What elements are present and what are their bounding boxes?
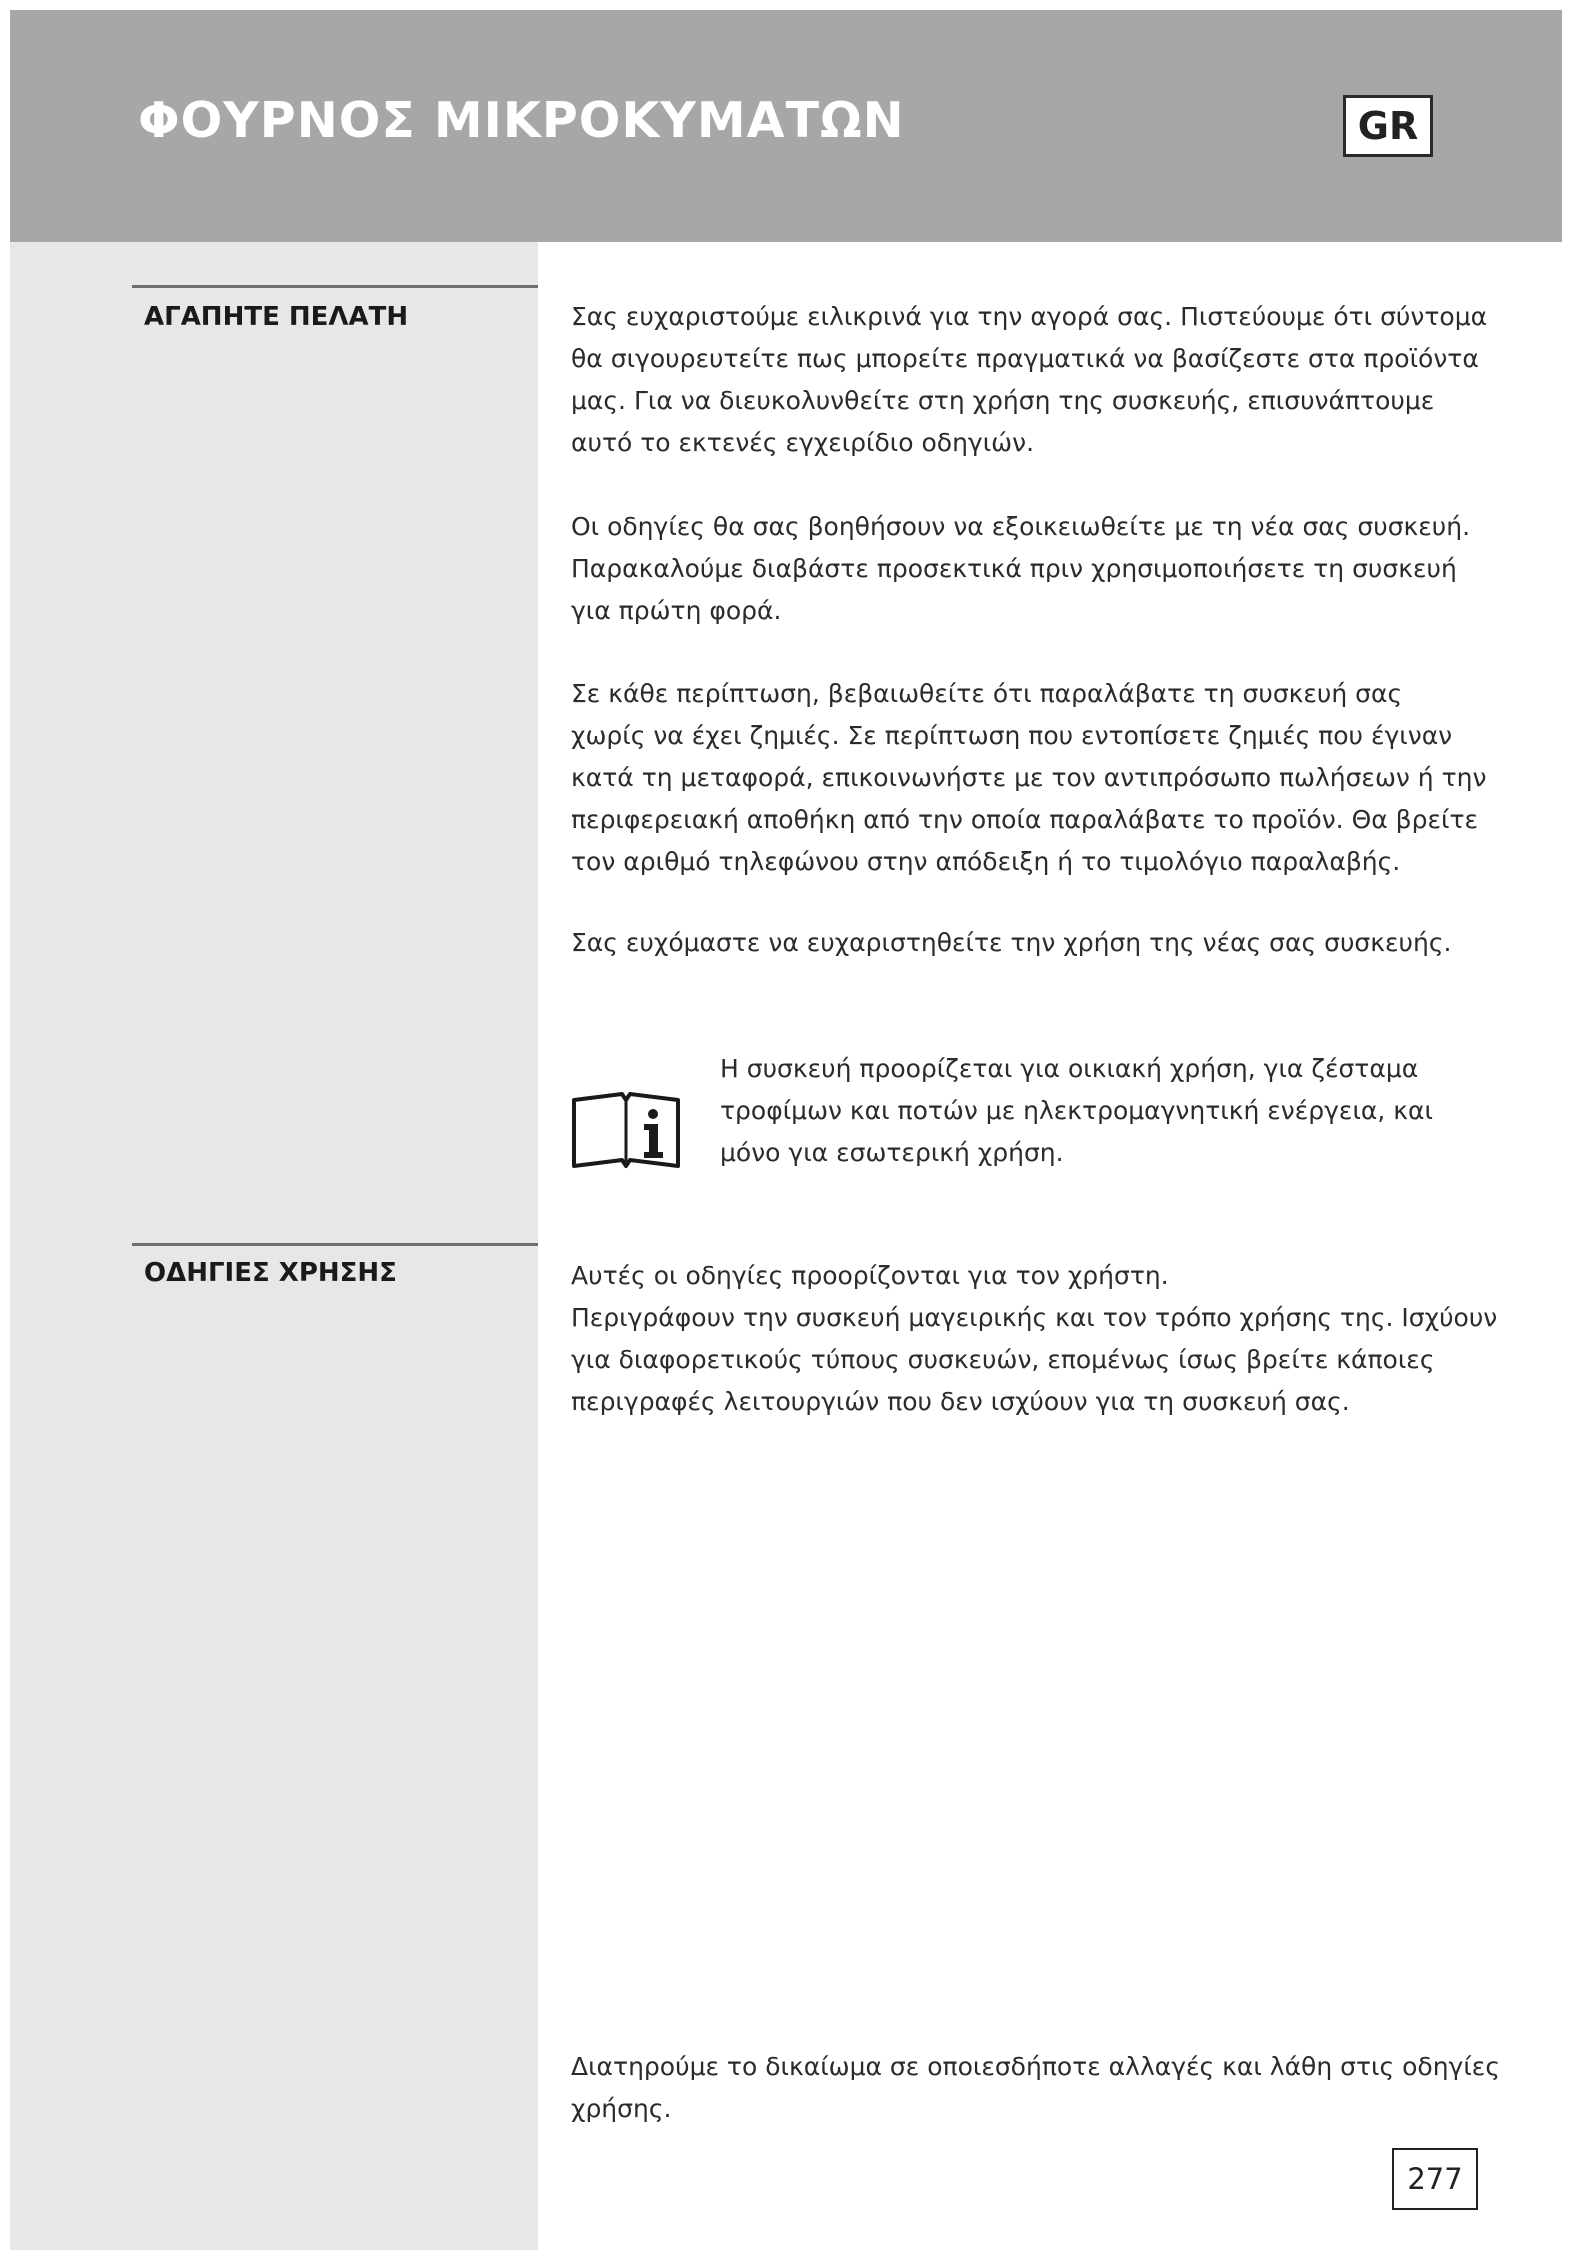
sidebar-column xyxy=(10,242,538,2250)
section-label-dear-customer: ΑΓΑΠΗΤΕ ΠΕΛΑΤΗ xyxy=(144,302,409,332)
info-note-text xyxy=(720,1048,1433,1174)
body-line: Η συσκευή προορίζεται για οικιακή χρήση, για ζέσταμα xyxy=(720,1054,1419,1083)
page-number: 277 xyxy=(1392,2148,1478,2210)
section-body-paragraph xyxy=(571,506,1470,632)
language-badge: GR xyxy=(1343,95,1433,157)
body-line: τροφίμων και ποτών με ηλεκτρομαγνητική ενέργεια, και xyxy=(720,1096,1433,1125)
body-line: Σας ευχόμαστε να ευχαριστηθείτε την χρήση της νέας σας συσκευής. xyxy=(571,928,1452,957)
body-line: Οι οδηγίες θα σας βοηθήσουν να εξοικειωθείτε με τη νέα σας συσκευή. xyxy=(571,512,1471,541)
body-line: Σε κάθε περίπτωση, βεβαιωθείτε ότι παραλάβατε τη συσκευή σας xyxy=(571,679,1403,708)
body-line: περιφερειακή αποθήκη από την οποία παραλάβατε το προϊόν. Θα βρείτε xyxy=(571,805,1479,834)
page-title: ΦΟΥΡΝΟΣ ΜΙΚΡΟΚΥΜΑΤΩΝ xyxy=(138,92,905,149)
section-body-instructions xyxy=(571,1255,1497,1423)
section-label-instructions: ΟΔΗΓΙΕΣ ΧΡΗΣΗΣ xyxy=(144,1258,397,1288)
section-divider xyxy=(132,1243,538,1246)
body-line: Περιγράφουν την συσκευή μαγειρικής και τον τρόπο χρήσης της. Ισχύουν xyxy=(571,1303,1498,1332)
body-line: Διατηρούμε το δικαίωμα σε οποιεσδήποτε αλλαγές και λάθη στις οδηγίες xyxy=(571,2052,1500,2081)
body-line: Αυτές οι οδηγίες προορίζονται για τον χρήστη. xyxy=(571,1261,1169,1290)
body-line: κατά τη μεταφορά, επικοινωνήστε με τον αντιπρόσωπο πωλήσεων ή την xyxy=(571,763,1487,792)
body-line: τον αριθμό τηλεφώνου στην απόδειξη ή το τιμολόγιο παραλαβής. xyxy=(571,847,1401,876)
section-divider xyxy=(132,285,538,288)
body-line: μας. Για να διευκολυνθείτε στη χρήση της συσκευής, επισυνάπτουμε xyxy=(571,386,1435,415)
body-line: Παρακαλούμε διαβάστε προσεκτικά πριν χρησιμοποιήσετε τη συσκευή xyxy=(571,554,1457,583)
body-line: χωρίς να έχει ζημιές. Σε περίπτωση που εντοπίσετε ζημιές που έγιναν xyxy=(571,721,1453,750)
body-line: μόνο για εσωτερική χρήση. xyxy=(720,1138,1064,1167)
body-line: για διαφορετικούς τύπους συσκευών, επομένως ίσως βρείτε κάποιες xyxy=(571,1345,1435,1374)
section-body-paragraph xyxy=(571,922,1451,964)
body-line: για πρώτη φορά. xyxy=(571,596,782,625)
body-line: θα σιγουρευτείτε πως μπορείτε πραγματικά να βασίζεστε στα προϊόντα xyxy=(571,344,1479,373)
section-body-dear-customer xyxy=(571,296,1487,464)
body-line: αυτό το εκτενές εγχειρίδιο οδηγιών. xyxy=(571,428,1035,457)
body-line: Σας ευχαριστούμε ειλικρινά για την αγορά σας. Πιστεύουμε ότι σύντομα xyxy=(571,302,1488,331)
body-line: περιγραφές λειτουργιών που δεν ισχύουν για τη συσκευή σας. xyxy=(571,1387,1350,1416)
footer-disclaimer xyxy=(571,2046,1500,2130)
info-manual-icon xyxy=(570,1088,682,1170)
section-body-paragraph xyxy=(571,673,1486,883)
body-line: χρήσης. xyxy=(571,2094,672,2123)
